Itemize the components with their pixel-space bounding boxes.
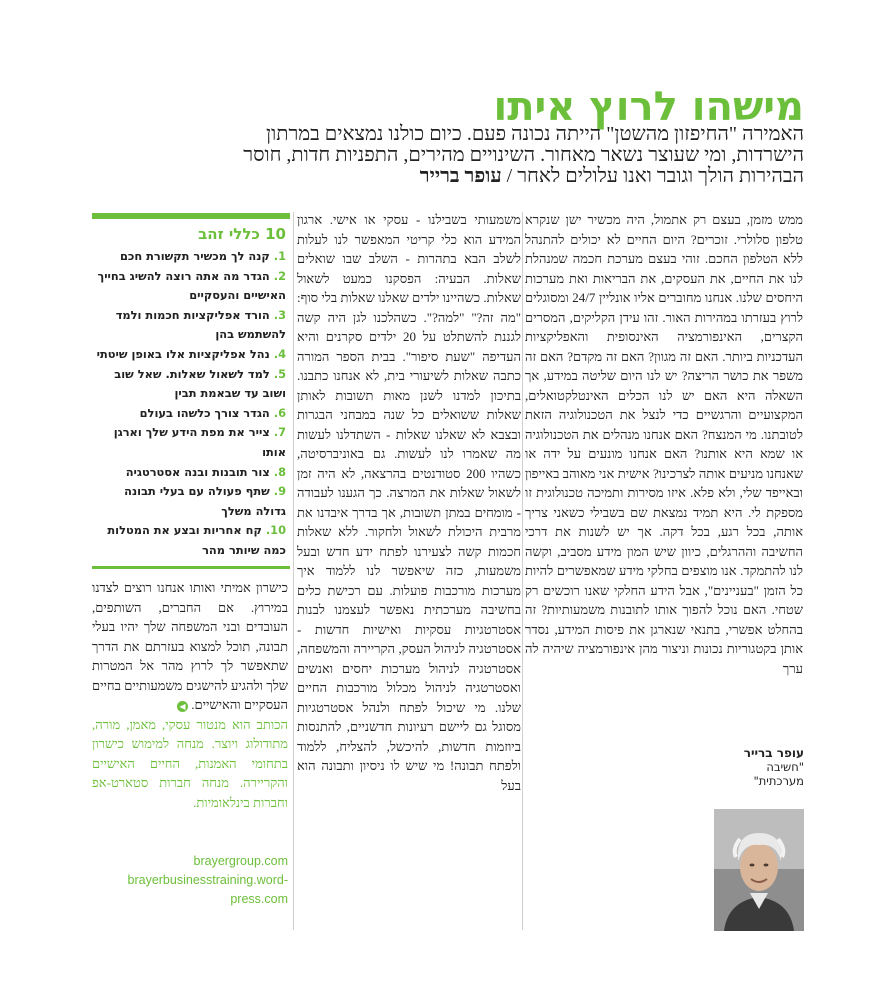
golden-rules-box <box>92 213 290 569</box>
rule-item <box>92 365 290 404</box>
rule-number: 6. <box>273 405 286 420</box>
rule-number: 10. <box>265 523 286 538</box>
author-role: "חשיבה מערכתית" <box>753 760 804 788</box>
rule-text: שתף פעולה עם בעלי תבונה גדולה משלך <box>124 484 286 518</box>
author-name: עופר ברייר <box>743 746 804 760</box>
rule-text: נהל אפליקציות אלו באופן שיטתי <box>96 346 270 361</box>
rule-item <box>92 404 290 424</box>
rule-item <box>92 345 290 365</box>
column-right-text: ממש מזמן, בעצם רק אתמול, היה מכשיר ישן שנקרא טלפון סלולרי. זוכרים? היום החיים לא יכולים להתנהל ללא הטלפון החכם. זוהי בעצם מערכת חכמה שמנהלת לנו את החיים, את העסקים, את הבריאות ואת מערכות היחסים שלנו. אנחנו מחוברים אליו אונליין 24/7 ומסוגלים לרוץ בעזרתו במהירות האור. זהו עידן הקליקים, המסרים הקצרים, האינפורמציה האינסופית והאפליקציות העדכניות ביותר. האם זה מגוון? האם זה מקדם? האם זה משפר את כושר הריצה? יש לנו היום שליטה במידע, אך השאלה היא האם יש לנו הכלים האינטלקטואלים, המקצועיים והרגשיים כדי לנצל את הטכנולוגיה הזאת לטובתנו. מי המנצח? האם אנחנו מנהלים את הטכנולוגיה או שמא היא אותנו? האם אנחנו מונעים על ידה או שאנחנו מניעים אותה לצרכינו? אישית אני מאוהב באייפון ובאייפד שלי, ולא פלא. איזו מסירות ותמיכה טכנולוגית זו מספקת לי. היא תמיד נמצאת שם בשבילי כשאני צריך אותה, בכל רגע, בכל דקה. אך יש לשנות את דרכי החשיבה וההרגלים, כיוון שיש המון מידע מסביב, וקשה לנו להתמקד. אנו מוצפים בחלקי מידע שמאפשרים להיות כל הזמן "בעניינים", אבל הידע החלקי שאנו רוכשים רק שטחי. האם נוכל להפוך אותו לתובנות משמעותיות? זה בהחלט אפשרי, בתנאי שנארגן את פיסות המידע, נסדר אותן בקטגוריות נכונות וניצור מהן אינפורמציה שיהיה לה ערך <box>525 212 803 676</box>
column-divider <box>522 212 523 930</box>
headline: מישהו לרוץ איתו <box>493 84 804 130</box>
rule-item <box>92 306 290 345</box>
rule-item <box>92 482 290 521</box>
rule-text: צייר את מפת הידע שלך וארגן אותו <box>113 425 286 459</box>
lead-line-1: האמירה "החיפזון מהשטן" הייתה נכונה פעם. כיום כולנו נמצאים במרתון <box>266 123 804 145</box>
lead-line-2: הישרדות, ומי שעוצר נשאר מאחור. השינויים מהירים, התפניות חדות, חוסר <box>243 144 804 166</box>
rule-text: קנה לך מכשיר תקשורת חכם <box>119 249 270 263</box>
author-bio: הכותב הוא מנטור עסקי, מאמן, מורה, מתודולוג ויוצר. מנחה למימוש כישרון בתחומי האמנות, החיים האישיים והקריירה. מנחה חברות סטארט-אפ וחברות בינלאומיות. <box>92 716 288 810</box>
website-link[interactable]: brayergroup.com <box>193 854 288 868</box>
rule-number: 1. <box>273 249 286 263</box>
lead-line-3 <box>112 166 804 187</box>
author-photo <box>714 809 804 931</box>
rule-text: צור תובנות ובנה אסטרטגיה <box>125 464 270 479</box>
lead-line-3-text: הבהירות הולך וגובר ואנו עלולים לאחר / <box>506 165 804 187</box>
article-column-middle <box>297 210 521 930</box>
rule-text: הגדר מה אתה רוצה להשיג בחייך האישיים והעסקיים <box>97 268 286 303</box>
rule-item <box>92 247 290 267</box>
rule-text: הגדר צורך כלשהו בעולם <box>139 405 270 420</box>
website-link[interactable]: brayerbusinesstraining.word-press.com <box>127 873 288 906</box>
rules-title: 10 כללי זהב <box>198 225 286 243</box>
rule-text: למד לשאול שאלות. שאל שוב ושוב עד שבאמת תבין <box>114 366 286 401</box>
rule-number: 5. <box>273 366 286 381</box>
rule-item <box>92 423 290 462</box>
column-left-text <box>92 578 288 715</box>
rule-item <box>92 267 290 306</box>
rule-number: 9. <box>273 484 286 499</box>
rule-number: 4. <box>273 346 286 361</box>
column-left-body: כישרון אמיתי ואותו אנחנו רוצים לצדנו במירוץ. אם החברים, השותפים, העובדים ובני המשפחה שלך יהיו בעלי תבונה, תוכל למצוא בעזרתם את הדרך שתאפשר לך לרוץ מהר אל המטרות שלך ולהגיע להישגים משמעותיים בחיים העסקיים והאישיים. <box>92 580 288 712</box>
author-portrait-icon <box>714 809 804 931</box>
author-links <box>92 852 288 909</box>
author-caption <box>714 746 804 788</box>
rule-item <box>92 463 290 483</box>
rule-item <box>92 521 290 560</box>
column-middle-text: משמעותי בשבילנו - עסקי או אישי. ארגון המידע הוא כלי קריטי המאפשר לנו לעלות לשלב הבא בתהרות - השלב שבו שואלים שאלות. הבעיה: הפסקנו כמעט לשאול שאלות. כשהיינו ילדים שאלנו שאלות בלי סוף: "מה זה?" "למה?". כשהלכנו לגן היה קשה לגננת להשתלט על 20 ילדים סקרנים והיא העדיפה "שעת סיפור". בבית הספר המורה כתבה שאלות לשיעורי בית, לא אנחנו כתבנו. בתיכון למדנו לשנן מאות תשובות לאותן שאלות ששואלים כל שנה במבחני הבגרות ובצבא לא שאלנו שאלות - השתדלנו לעשות מה שאמרו לנו לעשות. גם באוניברסיטה, כשהיו 200 סטודנטים בהרצאה, לא היה זמן לשאול שאלות את המרצה. כך הגענו לעבודה - מומחים במתן תשובות, אך בדרך איבדנו את מרבית היכולת לשאול ולחקור. ללא שאלות חכמות קשה לצעירנו לפתח ידע חדש ובעל משמעות, כזה שיאפשר לנו ללמוד איך מערכות מורכבות פועלות. עם רכישת כלים בחשיבה מערכתית נאפשר לעצמנו לבנות אסטרטגיות עסקיות ואישיות חדשות - אסטרטגיה לניהול העסק, הקריירה והמשפחה, אסטרטגיה לניהול מערכות יחסים ואנשים ואסטרטגיה לניהול מכלול מורכבות החיים שלנו. מי שיכול לפתח ולנהל אסטרטגיות מסוגל גם ליישם רעיונות חדשניים, להתנסות ביוזמות חדשות, להיכשל, להצליח, ללמוד ולפתח תבונה! מי שיש לו ניסיון ותבונה הוא בעל <box>297 212 521 793</box>
lead-paragraph <box>112 124 804 187</box>
arrow-end-icon: ◀ <box>177 701 188 712</box>
rule-number: 2. <box>273 268 286 283</box>
rule-number: 3. <box>273 307 286 322</box>
rule-number: 7. <box>273 425 286 440</box>
rule-number: 8. <box>273 464 286 479</box>
column-divider <box>293 212 294 930</box>
rule-text: קח אחריות ובצע את המטלות כמה שיותר מהר <box>107 523 286 557</box>
byline: עופר ברייר <box>419 165 502 187</box>
article-column-right <box>525 210 803 676</box>
rule-text: הורד אפליקציות חכמות ולמד להשתמש בהן <box>115 307 286 342</box>
